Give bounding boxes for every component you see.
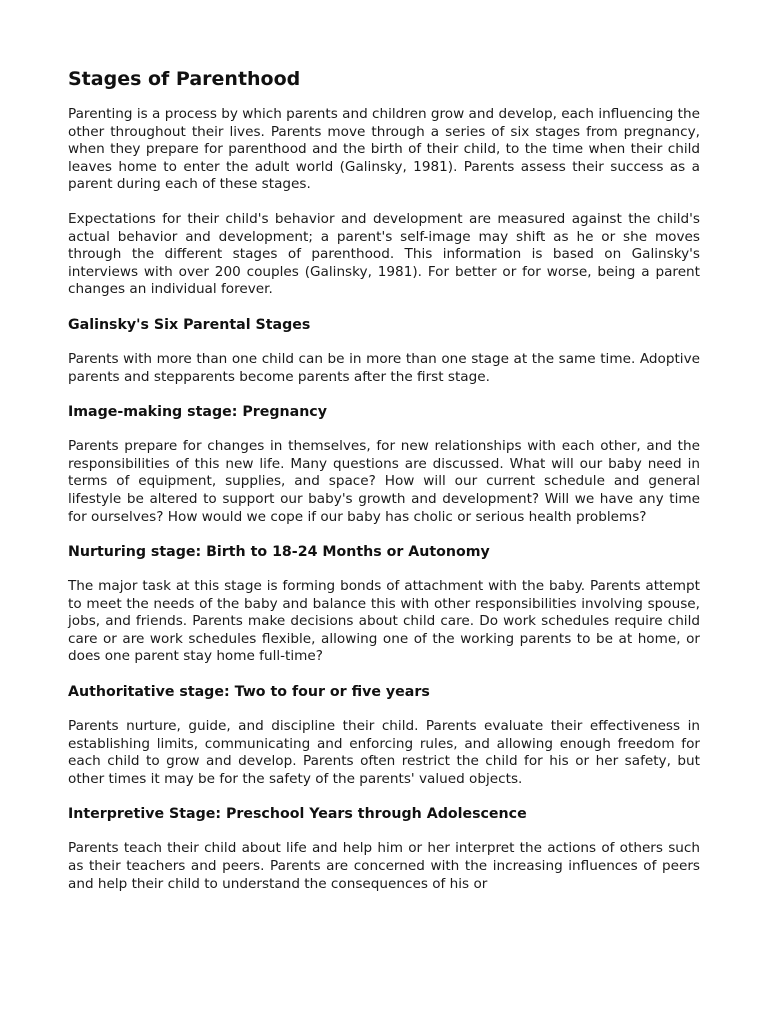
section-body-image-making: Parents prepare for changes in themselves, for new relationships with each other, and the responsibilities of this new life. Many questions are discussed. What will our baby need in terms of equipment, supplies, and space? How will our current schedule and general lifestyle be altered to support our baby's growth and development? Will we have any time for ourselves? How would we cope if our baby has cholic or serious health problems?: [68, 438, 700, 525]
intro-paragraph: Expectations for their child's behavior and development are measured against the child's actual behavior and development; a parent's self-image may shift as he or she moves through the different stages of parenthood. This information is based on Galinsky's interviews with over 200 couples (Galinsky, 1981). For better or for worse, being a parent changes an individual forever.: [68, 210, 700, 298]
section-heading-nurturing: Nurturing stage: Birth to 18-24 Months or Autonomy: [68, 544, 490, 561]
section-heading-interpretive: Interpretive Stage: Preschool Years through Adolescence: [68, 806, 527, 823]
intro-paragraph: Parenting is a process by which parents and children grow and develop, each influencing the other throughout their lives. Parents move through a series of six stages from pregnancy, when they prepare for parenthood and the birth of their child, to the time when their child leaves home to enter the adult world (Galinsky, 1981). Parents assess their success as a parent during each of these stages.: [68, 106, 700, 193]
document-content: [68, 66, 700, 910]
section-heading-image-making: Image-making stage: Pregnancy: [68, 404, 327, 421]
section-heading-authoritative: Authoritative stage: Two to four or five years: [68, 684, 430, 701]
page-title: Stages of Parenthood: [68, 68, 301, 90]
section-body-nurturing: The major task at this stage is forming bonds of attachment with the baby. Parents attempt to meet the needs of the baby and balance this with other responsibilities involving spouse, jobs, and friends. Parents make decisions about child care. Do work schedules require child care or are work schedules flexible, allowing one of the working parents to be at home, or does one parent stay home full-time?: [68, 578, 700, 665]
section-body-six-stages: Parents with more than one child can be in more than one stage at the same time. Adoptive parents and stepparents become parents after the first stage.: [68, 350, 700, 385]
section-heading-six-stages: Galinsky's Six Parental Stages: [68, 316, 311, 333]
section-body-interpretive: Parents teach their child about life and help him or her interpret the actions of others such as their teachers and peers. Parents are concerned with the increasing influences of peers and help their child to understand the consequences of his or: [68, 840, 700, 892]
section-body-authoritative: Parents nurture, guide, and discipline their child. Parents evaluate their effectiveness in establishing limits, communicating and enforcing rules, and allowing enough freedom for each child to grow and develop. Parents often restrict the child for his or her safety, but other times it may be for the safety of the parents' valued objects.: [68, 718, 700, 787]
